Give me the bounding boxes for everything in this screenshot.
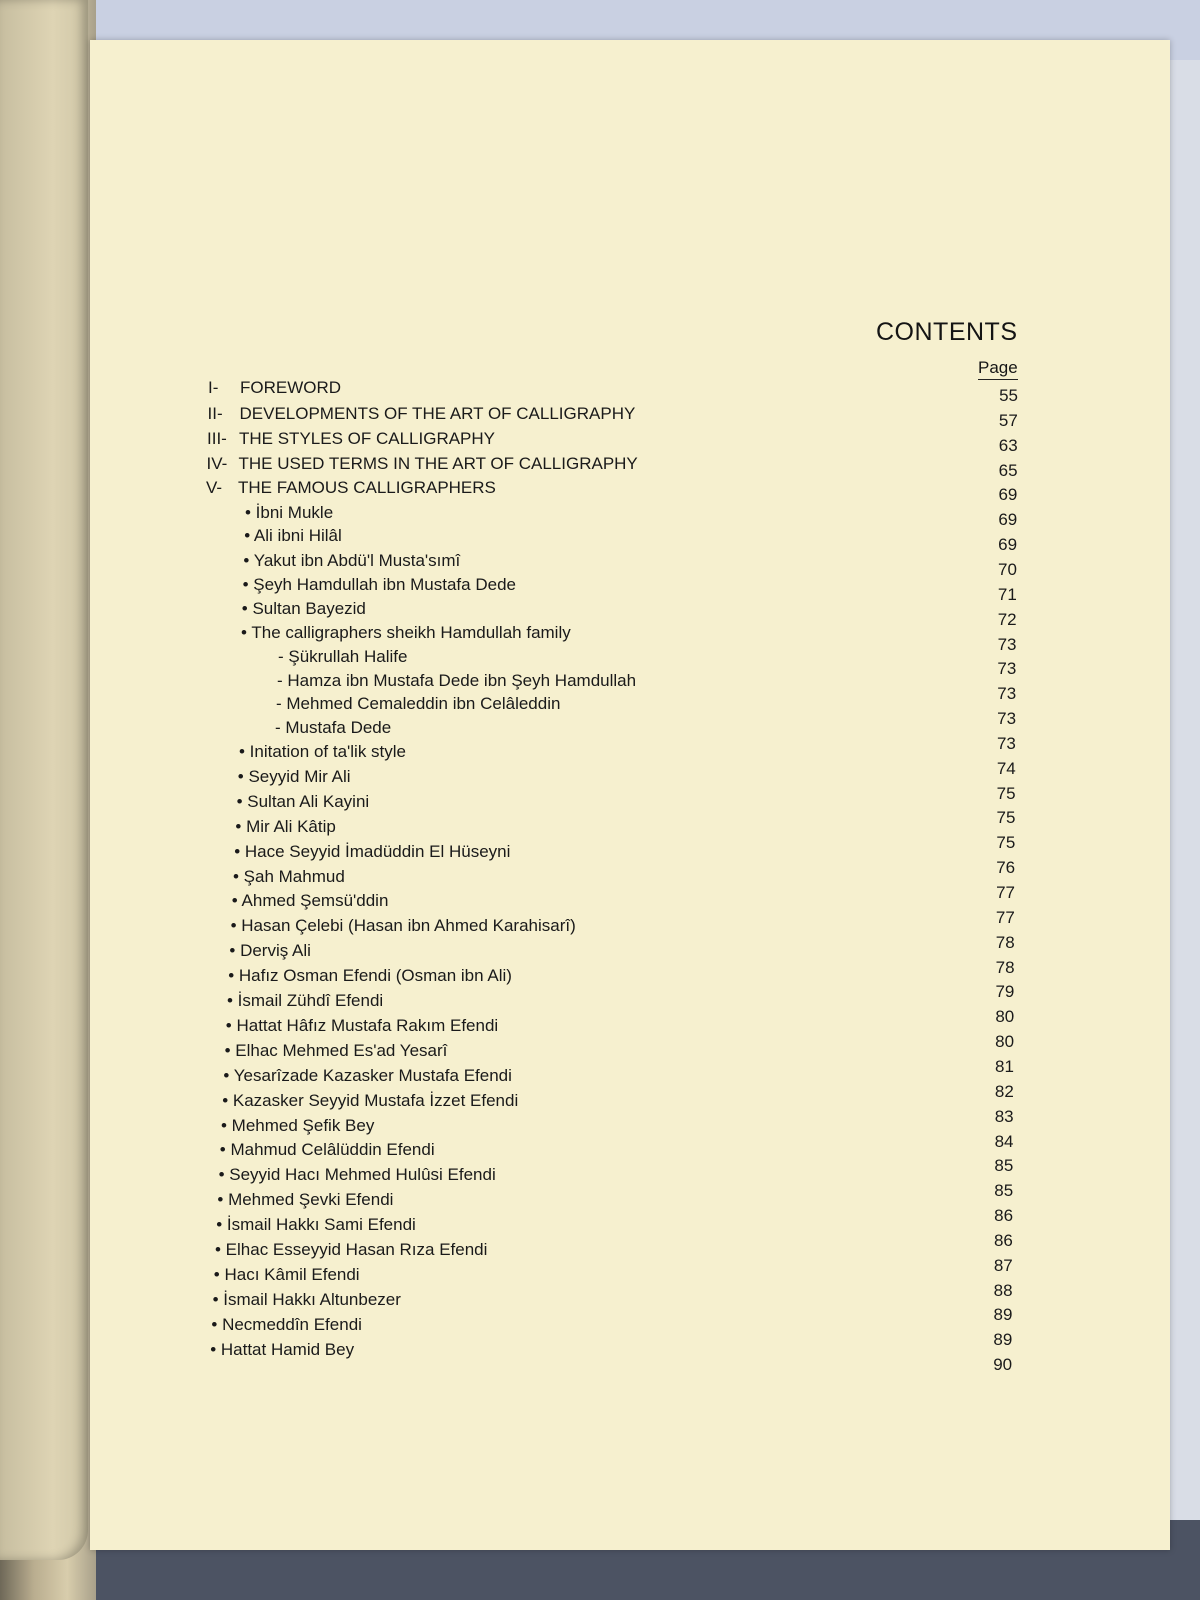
section-title: FOREWORD xyxy=(240,378,342,397)
section-number: IV- xyxy=(206,454,228,473)
page-number: 75 xyxy=(996,833,1016,853)
page-number: 80 xyxy=(995,1032,1015,1052)
page-number: 81 xyxy=(995,1056,1014,1076)
toc-entry: • İsmail Hakkı Sami Efendi xyxy=(216,1215,416,1235)
page-number: 70 xyxy=(998,559,1017,579)
page-number: 72 xyxy=(997,609,1017,629)
page-number: 73 xyxy=(997,634,1017,654)
toc-entry: • Necmeddîn Efendi xyxy=(211,1314,362,1334)
toc-entry: • The calligraphers sheikh Hamdullah family xyxy=(241,623,571,642)
toc-entry: • Ali ibni Hilâl xyxy=(244,526,342,545)
page-number: 69 xyxy=(998,510,1018,530)
section-number: III- xyxy=(207,429,227,448)
toc-section xyxy=(208,404,636,424)
page-number: 71 xyxy=(997,584,1017,604)
toc-entry: • Hattat Hamid Bey xyxy=(210,1339,355,1359)
section-number: V- xyxy=(206,478,223,497)
page-number: 73 xyxy=(997,684,1017,704)
page-number: 63 xyxy=(998,435,1018,455)
section-title: DEVELOPMENTS OF THE ART OF CALLIGRAPHY xyxy=(239,404,636,423)
toc-section xyxy=(208,378,341,398)
toc-entry: • Sultan Bayezid xyxy=(241,599,366,618)
page-number: 74 xyxy=(996,758,1016,778)
section-title: THE STYLES OF CALLIGRAPHY xyxy=(239,429,496,448)
page-number: 80 xyxy=(995,1007,1015,1027)
page-number: 57 xyxy=(998,410,1018,430)
toc-section xyxy=(206,478,496,498)
toc-entry: • Yesarîzade Kazasker Mustafa Efendi xyxy=(223,1065,512,1085)
toc-entry: • Seyyid Mir Ali xyxy=(237,766,351,786)
page-number: 82 xyxy=(994,1081,1014,1101)
toc-entry: • Derviş Ali xyxy=(229,941,311,961)
toc-entry: • Kazasker Seyyid Mustafa İzzet Efendi xyxy=(222,1090,519,1110)
page-number: 77 xyxy=(995,907,1015,927)
toc-entry: • Hace Seyyid İmadüddin El Hüseyni xyxy=(234,841,511,861)
page-number: 78 xyxy=(995,957,1015,977)
page-number: 55 xyxy=(999,386,1018,405)
toc-entry: • Mir Ali Kâtip xyxy=(235,816,336,836)
toc-subentry: - Mehmed Cemaleddin ibn Celâleddin xyxy=(276,694,561,713)
toc-entry: • Hafız Osman Efendi (Osman ibn Ali) xyxy=(228,966,512,986)
toc-subentry: - Hamza ibn Mustafa Dede ibn Şeyh Hamdullah xyxy=(277,671,637,690)
contents-heading: CONTENTS xyxy=(876,318,1018,346)
page-number: 75 xyxy=(996,808,1016,828)
toc-entry: • Ahmed Şemsü'ddin xyxy=(231,891,389,911)
page-number: 73 xyxy=(997,709,1017,729)
page-number: 77 xyxy=(996,883,1015,902)
toc-entry: • Şeyh Hamdullah ibn Mustafa Dede xyxy=(242,575,516,594)
toc-entry: • Yakut ibn Abdü'l Musta'sımî xyxy=(243,551,461,570)
section-title: THE USED TERMS IN THE ART OF CALLIGRAPHY xyxy=(238,454,638,473)
toc-entry: • Sultan Ali Kayini xyxy=(236,791,370,811)
toc-entry: • Mehmed Şevki Efendi xyxy=(217,1190,394,1210)
toc-entry: • Hacı Kâmil Efendi xyxy=(213,1264,360,1284)
toc-subentry: - Şükrullah Halife xyxy=(278,647,408,666)
toc-entry: • Mehmed Şefik Bey xyxy=(221,1115,375,1135)
page-number: 84 xyxy=(994,1131,1014,1151)
toc-entry: • İsmail Hakkı Altunbezer xyxy=(212,1289,401,1309)
section-number: II- xyxy=(207,404,223,423)
toc-section xyxy=(207,454,638,474)
toc-entry: • Initation of ta'lik style xyxy=(239,742,406,761)
toc-entry: • İsmail Zühdî Efendi xyxy=(227,991,384,1010)
toc-entry: • Elhac Mehmed Es'ad Yesarî xyxy=(224,1040,448,1060)
toc-entry: • Mahmud Celâlüddin Efendi xyxy=(219,1140,435,1160)
page-number: 89 xyxy=(993,1330,1013,1350)
page-number: 88 xyxy=(993,1280,1013,1300)
page-number: 85 xyxy=(994,1156,1014,1176)
page-number: 76 xyxy=(996,858,1016,878)
toc-entry: • Seyyid Hacı Mehmed Hulûsi Efendi xyxy=(218,1165,496,1185)
page-number: 83 xyxy=(994,1106,1014,1126)
page-number: 73 xyxy=(996,733,1016,753)
page-number: 73 xyxy=(997,659,1017,679)
toc-entry: • İbni Mukle xyxy=(245,503,334,522)
toc-entry: • Hasan Çelebi (Hasan ibn Ahmed Karahisarî) xyxy=(230,916,576,936)
page-number: 86 xyxy=(994,1206,1014,1226)
page-number: 87 xyxy=(993,1255,1013,1275)
toc-section xyxy=(207,429,495,449)
page-column-label: Page xyxy=(978,358,1018,380)
page-number: 69 xyxy=(998,535,1018,555)
toc-entry: • Hattat Hâfız Mustafa Rakım Efendi xyxy=(225,1015,499,1035)
page-number: 65 xyxy=(998,460,1018,480)
toc-entry: • Elhac Esseyyid Hasan Rıza Efendi xyxy=(215,1240,488,1259)
page-number: 78 xyxy=(995,932,1015,952)
page-number: 75 xyxy=(996,783,1016,803)
page-number: 85 xyxy=(994,1181,1014,1201)
page-number: 90 xyxy=(993,1355,1013,1375)
page-number: 89 xyxy=(993,1305,1013,1325)
toc-entry: • Şah Mahmud xyxy=(233,866,345,886)
page-number: 79 xyxy=(995,982,1015,1002)
page-number: 69 xyxy=(998,485,1018,505)
toc-subentry: - Mustafa Dede xyxy=(275,718,392,737)
section-number: I- xyxy=(208,378,219,397)
section-title: THE FAMOUS CALLIGRAPHERS xyxy=(238,478,496,497)
page-number: 86 xyxy=(993,1230,1013,1250)
